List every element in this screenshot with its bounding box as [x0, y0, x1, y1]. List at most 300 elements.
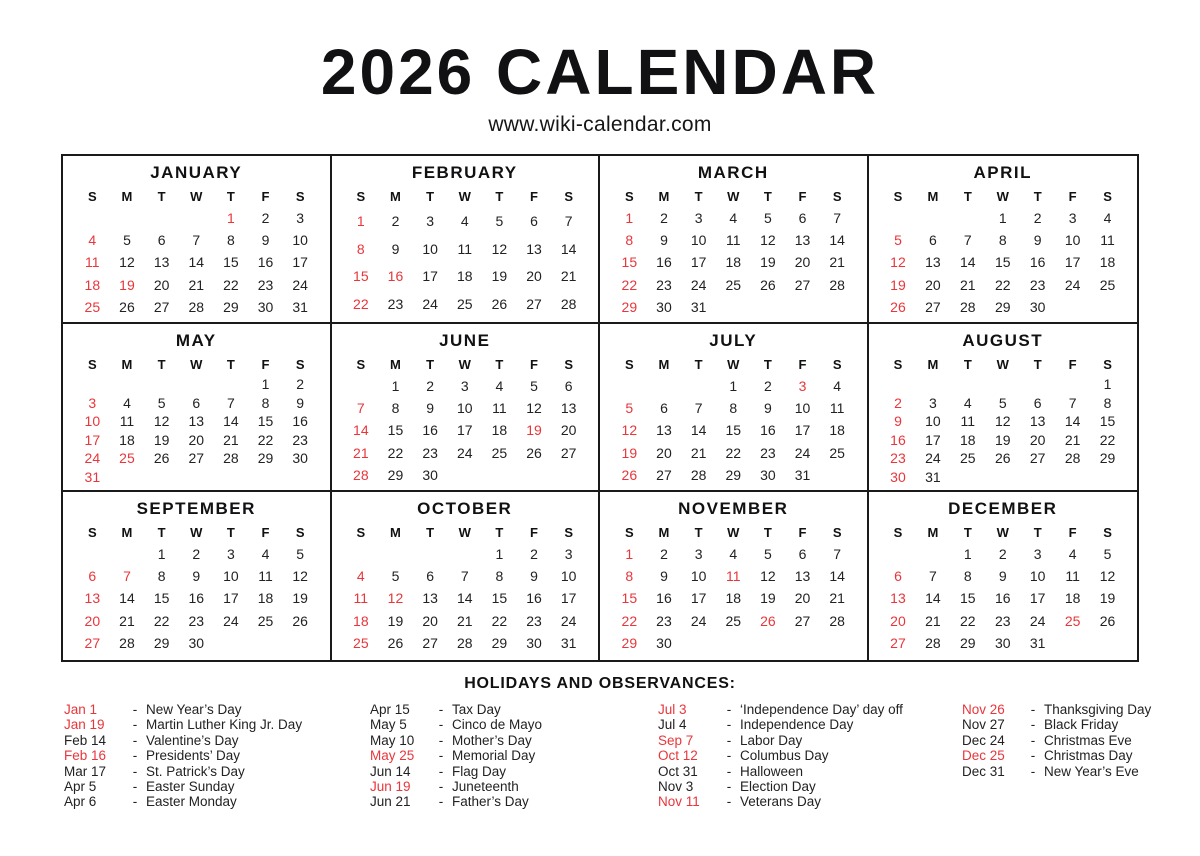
day-cell: 28: [560, 296, 577, 313]
day-cell: 26: [890, 298, 906, 315]
month-title: OCTOBER: [417, 499, 513, 518]
month-title: JULY: [709, 331, 758, 350]
day-cell: 24: [422, 296, 438, 313]
day-cell: 12: [387, 590, 404, 607]
weekday-label: W: [190, 189, 203, 204]
day-cell: 11: [85, 254, 100, 271]
day-cell: 11: [960, 413, 976, 430]
day-cell: 23: [188, 612, 205, 629]
day-cell: 12: [994, 413, 1011, 430]
holiday-name: Labor Day: [740, 732, 803, 748]
holiday-dash: -: [132, 702, 138, 717]
day-cell: 10: [223, 568, 239, 585]
holiday-date: Dec 31: [962, 763, 1005, 779]
weekday-label: T: [426, 357, 435, 372]
day-cell: 21: [223, 431, 239, 448]
days-grid: [75, 375, 318, 486]
day-cell: 31: [925, 468, 941, 485]
day-cell: 1: [261, 376, 270, 393]
day-cell: 12: [491, 240, 508, 257]
day-cell: 13: [422, 590, 438, 607]
day-cell: 12: [621, 422, 638, 439]
day-cell: 6: [798, 546, 807, 563]
weekday-label: S: [1103, 525, 1112, 540]
day-cell: 19: [153, 431, 170, 448]
weekday-header: [344, 189, 587, 204]
holiday-item: [370, 702, 658, 717]
day-cell: 7: [833, 210, 842, 227]
day-cell: 27: [656, 466, 672, 483]
holiday-item: [962, 764, 1151, 779]
day-cell: 23: [526, 612, 542, 629]
holiday-dash: -: [438, 779, 444, 795]
day-cell: 31: [84, 468, 101, 485]
day-cell: 16: [760, 422, 776, 439]
day-cell: 22: [1099, 431, 1116, 448]
day-cell: 21: [188, 276, 205, 293]
day-cell: 22: [353, 296, 369, 313]
month-october: [332, 492, 601, 660]
day-cell: 26: [1099, 612, 1116, 629]
day-cell: 8: [157, 568, 166, 585]
day-cell: 3: [426, 212, 434, 229]
holiday-item: [658, 733, 962, 748]
day-cell: 5: [763, 210, 772, 227]
weekday-label: F: [1068, 189, 1077, 204]
day-cell: 9: [296, 394, 305, 411]
day-cell: 11: [457, 240, 473, 257]
holiday-date: May 10: [370, 732, 415, 748]
holiday-name: Cinco de Mayo: [452, 717, 543, 733]
day-cell: 18: [829, 422, 845, 439]
day-cell: 25: [456, 296, 473, 313]
day-cell: 1: [963, 546, 972, 563]
holiday-item: [962, 748, 1151, 763]
weekday-label: M: [927, 357, 939, 372]
day-cell: 8: [495, 568, 504, 585]
day-cell: 25: [960, 450, 976, 467]
day-cell: 24: [794, 444, 811, 461]
day-cell: 28: [1064, 450, 1081, 467]
day-cell: 22: [621, 612, 638, 629]
holiday-dash: -: [726, 717, 732, 733]
day-cell: 21: [119, 612, 135, 629]
day-cell: 27: [188, 450, 205, 467]
weekday-label: M: [927, 525, 939, 540]
day-cell: 12: [153, 413, 170, 430]
day-cell: 12: [1099, 568, 1116, 585]
month-title: APRIL: [973, 163, 1032, 182]
month-november: [600, 492, 869, 660]
weekday-label: F: [798, 189, 807, 204]
day-cell: 29: [960, 634, 976, 651]
holiday-dash: -: [132, 717, 138, 733]
day-cell: 5: [495, 212, 504, 229]
holiday-dash: -: [726, 779, 732, 795]
day-cell: 5: [894, 232, 902, 249]
day-cell: 20: [153, 276, 170, 293]
day-cell: 3: [88, 394, 97, 411]
day-cell: 1: [998, 210, 1007, 227]
holiday-name: Black Friday: [1044, 717, 1119, 733]
weekday-label: F: [261, 525, 270, 540]
day-cell: 24: [560, 612, 577, 629]
day-cell: 6: [928, 232, 937, 249]
days-grid: [881, 375, 1126, 486]
day-cell: 31: [560, 634, 577, 651]
day-cell: 21: [690, 444, 707, 461]
weekday-label: S: [87, 357, 97, 372]
day-cell: 24: [1064, 276, 1081, 293]
months-grid: [61, 154, 1139, 662]
holiday-date: May 25: [370, 748, 415, 764]
day-cell: 9: [998, 568, 1007, 585]
holiday-date: Mar 17: [64, 763, 107, 779]
day-cell: 5: [157, 394, 166, 411]
day-cell: 7: [356, 400, 365, 417]
day-cell: 4: [729, 546, 738, 563]
holiday-dash: -: [438, 702, 444, 717]
day-cell: 6: [660, 400, 668, 417]
day-cell: 7: [694, 400, 703, 417]
holiday-dash: -: [726, 763, 732, 779]
holiday-name: Christmas Eve: [1044, 732, 1132, 748]
day-cell: 29: [153, 634, 170, 651]
weekday-header: [881, 189, 1126, 204]
holiday-item: [64, 717, 370, 732]
day-cell: 27: [526, 296, 542, 313]
day-cell: 7: [123, 568, 131, 585]
holiday-item: [64, 733, 370, 748]
day-cell: 25: [491, 444, 508, 461]
weekday-label: T: [226, 189, 235, 204]
day-cell: 15: [960, 590, 976, 607]
day-cell: 28: [119, 634, 135, 651]
day-cell: 20: [526, 268, 542, 285]
day-cell: 14: [119, 590, 135, 607]
day-cell: 3: [694, 210, 703, 227]
weekday-label: S: [87, 525, 97, 540]
holiday-name: Mother’s Day: [452, 732, 532, 748]
holiday-date: Sep 7: [658, 732, 694, 748]
day-cell: 10: [1029, 568, 1046, 585]
day-cell: 22: [387, 444, 404, 461]
holiday-date: Apr 5: [64, 779, 97, 795]
day-cell: 13: [526, 240, 542, 257]
month-title: AUGUST: [962, 331, 1044, 350]
day-cell: 11: [1065, 568, 1080, 585]
weekday-label: W: [727, 357, 740, 372]
day-cell: 6: [1033, 394, 1042, 411]
day-cell: 10: [560, 568, 577, 585]
month-march: [600, 156, 869, 324]
day-cell: 10: [690, 568, 707, 585]
days-grid: [612, 207, 855, 318]
day-cell: 6: [564, 378, 573, 395]
day-cell: 4: [356, 568, 365, 585]
holiday-name: Martin Luther King Jr. Day: [146, 717, 303, 733]
day-cell: 26: [153, 450, 170, 467]
weekday-label: T: [694, 525, 703, 540]
day-cell: 21: [925, 612, 941, 629]
holiday-item: [370, 717, 658, 732]
day-cell: 4: [1068, 546, 1077, 563]
weekday-label: T: [763, 525, 772, 540]
day-cell: 13: [188, 413, 205, 430]
day-cell: 3: [798, 378, 807, 395]
holiday-name: Flag Day: [452, 763, 507, 779]
holiday-dash: -: [726, 732, 732, 748]
holiday-dash: -: [726, 794, 732, 810]
day-cell: 16: [422, 422, 438, 439]
day-cell: 29: [621, 298, 638, 315]
days-grid: [881, 543, 1126, 654]
day-cell: 5: [998, 394, 1007, 411]
day-cell: 25: [1064, 612, 1081, 629]
day-cell: 8: [963, 568, 972, 585]
day-cell: 10: [690, 232, 707, 249]
weekday-label: T: [157, 525, 166, 540]
day-cell: 15: [387, 422, 404, 439]
day-cell: 18: [725, 590, 742, 607]
month-february: [332, 156, 601, 324]
days-grid: [344, 543, 587, 654]
day-cell: 26: [621, 466, 638, 483]
day-cell: 23: [422, 444, 438, 461]
day-cell: 9: [192, 568, 201, 585]
day-cell: 27: [890, 634, 906, 651]
weekday-header: [612, 525, 855, 540]
day-cell: 16: [1029, 254, 1046, 271]
day-cell: 3: [226, 546, 235, 563]
day-cell: 16: [188, 590, 205, 607]
holiday-date: Oct 12: [658, 748, 698, 764]
weekday-label: F: [530, 189, 538, 204]
day-cell: 28: [690, 466, 707, 483]
weekday-label: T: [495, 189, 504, 204]
weekday-label: T: [1033, 189, 1042, 204]
weekday-label: S: [87, 189, 97, 204]
day-cell: 19: [621, 444, 638, 461]
day-cell: 6: [192, 394, 201, 411]
day-cell: 3: [296, 210, 305, 227]
weekday-label: F: [530, 525, 538, 540]
day-cell: 8: [356, 240, 365, 257]
day-cell: 29: [223, 298, 239, 315]
day-cell: 4: [88, 232, 97, 249]
holiday-item: [658, 717, 962, 732]
day-cell: 20: [794, 590, 811, 607]
holiday-date: Jan 19: [64, 717, 105, 733]
holiday-date: May 5: [370, 717, 407, 733]
day-cell: 20: [422, 612, 438, 629]
weekday-label: M: [658, 357, 670, 372]
day-cell: 9: [894, 413, 902, 430]
holiday-date: Feb 14: [64, 732, 107, 748]
day-cell: 26: [760, 276, 776, 293]
day-cell: 18: [491, 422, 508, 439]
day-cell: 9: [426, 400, 434, 417]
day-cell: 20: [1029, 431, 1046, 448]
day-cell: 7: [564, 212, 573, 229]
day-cell: 6: [798, 210, 807, 227]
day-cell: 9: [763, 400, 772, 417]
holiday-dash: -: [132, 779, 138, 795]
day-cell: 25: [257, 612, 274, 629]
weekday-label: F: [1068, 525, 1077, 540]
day-cell: 27: [560, 444, 577, 461]
month-title: DECEMBER: [948, 499, 1058, 518]
day-cell: 21: [353, 444, 369, 461]
day-cell: 9: [1033, 232, 1042, 249]
holiday-name: Election Day: [740, 779, 816, 795]
day-cell: 24: [456, 444, 473, 461]
day-cell: 17: [223, 590, 239, 607]
holiday-date: Apr 6: [64, 794, 97, 810]
weekday-label: M: [121, 357, 133, 372]
day-cell: 11: [258, 568, 273, 585]
day-cell: 16: [656, 254, 672, 271]
holiday-date: Nov 27: [962, 717, 1005, 733]
day-cell: 3: [694, 546, 703, 563]
holiday-name: Thanksgiving Day: [1044, 702, 1152, 717]
holiday-name: Presidents’ Day: [146, 748, 241, 764]
holiday-name: Memorial Day: [452, 748, 536, 764]
day-cell: 31: [690, 298, 707, 315]
weekday-label: T: [495, 525, 504, 540]
weekday-label: S: [624, 525, 634, 540]
days-grid: [612, 375, 855, 486]
weekday-label: S: [832, 189, 842, 204]
day-cell: 19: [760, 590, 776, 607]
day-cell: 4: [123, 394, 131, 411]
weekday-label: T: [157, 357, 166, 372]
day-cell: 25: [119, 450, 135, 467]
weekday-label: T: [694, 189, 703, 204]
holiday-dash: -: [726, 748, 732, 764]
month-september: [63, 492, 332, 660]
day-cell: 26: [994, 450, 1011, 467]
month-january: [63, 156, 332, 324]
day-cell: 22: [153, 612, 170, 629]
holiday-dash: -: [1030, 717, 1036, 733]
day-cell: 13: [794, 568, 811, 585]
weekday-label: W: [190, 525, 203, 540]
day-cell: 2: [763, 378, 772, 395]
holiday-dash: -: [132, 732, 138, 748]
day-cell: 14: [353, 422, 369, 439]
weekday-label: S: [295, 357, 305, 372]
day-cell: 17: [925, 431, 941, 448]
holidays-columns: [64, 702, 1200, 810]
day-cell: 29: [621, 634, 638, 651]
day-cell: 8: [625, 568, 634, 585]
weekday-label: S: [356, 357, 366, 372]
holiday-name: Independence Day: [740, 717, 854, 733]
holiday-name: Christmas Day: [1044, 748, 1133, 764]
weekday-label: S: [624, 357, 634, 372]
day-cell: 16: [292, 413, 308, 430]
day-cell: 13: [656, 422, 672, 439]
holiday-name: Halloween: [740, 763, 804, 779]
day-cell: 22: [257, 431, 274, 448]
weekday-label: F: [798, 357, 807, 372]
weekday-label: T: [426, 189, 435, 204]
weekday-label: W: [996, 525, 1009, 540]
weekday-label: S: [893, 189, 903, 204]
month-title: FEBRUARY: [411, 163, 518, 182]
day-cell: 11: [1100, 232, 1115, 249]
day-cell: 14: [960, 254, 976, 271]
day-cell: 10: [422, 240, 438, 257]
day-cell: 5: [123, 232, 131, 249]
days-grid: [881, 207, 1126, 318]
weekday-label: W: [190, 357, 203, 372]
day-cell: 19: [1099, 590, 1116, 607]
day-cell: 28: [960, 298, 976, 315]
day-cell: 14: [829, 232, 845, 249]
day-cell: 14: [188, 254, 205, 271]
day-cell: 14: [456, 590, 473, 607]
day-cell: 13: [1029, 413, 1046, 430]
day-cell: 1: [157, 546, 166, 563]
day-cell: 7: [1068, 394, 1077, 411]
day-cell: 20: [188, 431, 205, 448]
day-cell: 7: [460, 568, 469, 585]
day-cell: 17: [690, 254, 707, 271]
day-cell: 15: [621, 590, 638, 607]
holiday-date: Jul 3: [658, 702, 687, 717]
day-cell: 27: [794, 276, 811, 293]
day-cell: 16: [387, 268, 404, 285]
holiday-name: St. Patrick’s Day: [146, 763, 245, 779]
day-cell: 4: [460, 212, 469, 229]
holiday-item: [64, 748, 370, 763]
holiday-item: [64, 779, 370, 794]
weekday-label: S: [356, 525, 366, 540]
day-cell: 30: [526, 634, 542, 651]
day-cell: 28: [188, 298, 205, 315]
weekday-label: T: [963, 525, 972, 540]
holiday-name: Veterans Day: [740, 794, 822, 810]
day-cell: 14: [560, 240, 577, 257]
day-cell: 17: [794, 422, 811, 439]
day-cell: 5: [763, 546, 772, 563]
day-cell: 8: [261, 394, 270, 411]
day-cell: 23: [292, 431, 308, 448]
weekday-label: S: [832, 525, 842, 540]
month-december: [869, 492, 1138, 660]
day-cell: 2: [530, 546, 538, 563]
day-cell: 19: [890, 276, 906, 293]
day-cell: 18: [257, 590, 274, 607]
month-june: [332, 324, 601, 492]
day-cell: 3: [564, 546, 573, 563]
weekday-label: W: [996, 189, 1009, 204]
day-cell: 1: [391, 378, 400, 395]
day-cell: 13: [794, 232, 811, 249]
day-cell: 21: [960, 276, 976, 293]
holiday-item: [658, 779, 962, 794]
day-cell: 27: [1029, 450, 1046, 467]
day-cell: 6: [894, 568, 902, 585]
day-cell: 24: [292, 276, 308, 293]
day-cell: 3: [1033, 546, 1042, 563]
day-cell: 4: [833, 378, 842, 395]
holiday-item: [370, 764, 658, 779]
day-cell: 4: [261, 546, 270, 563]
day-cell: 23: [890, 450, 906, 467]
